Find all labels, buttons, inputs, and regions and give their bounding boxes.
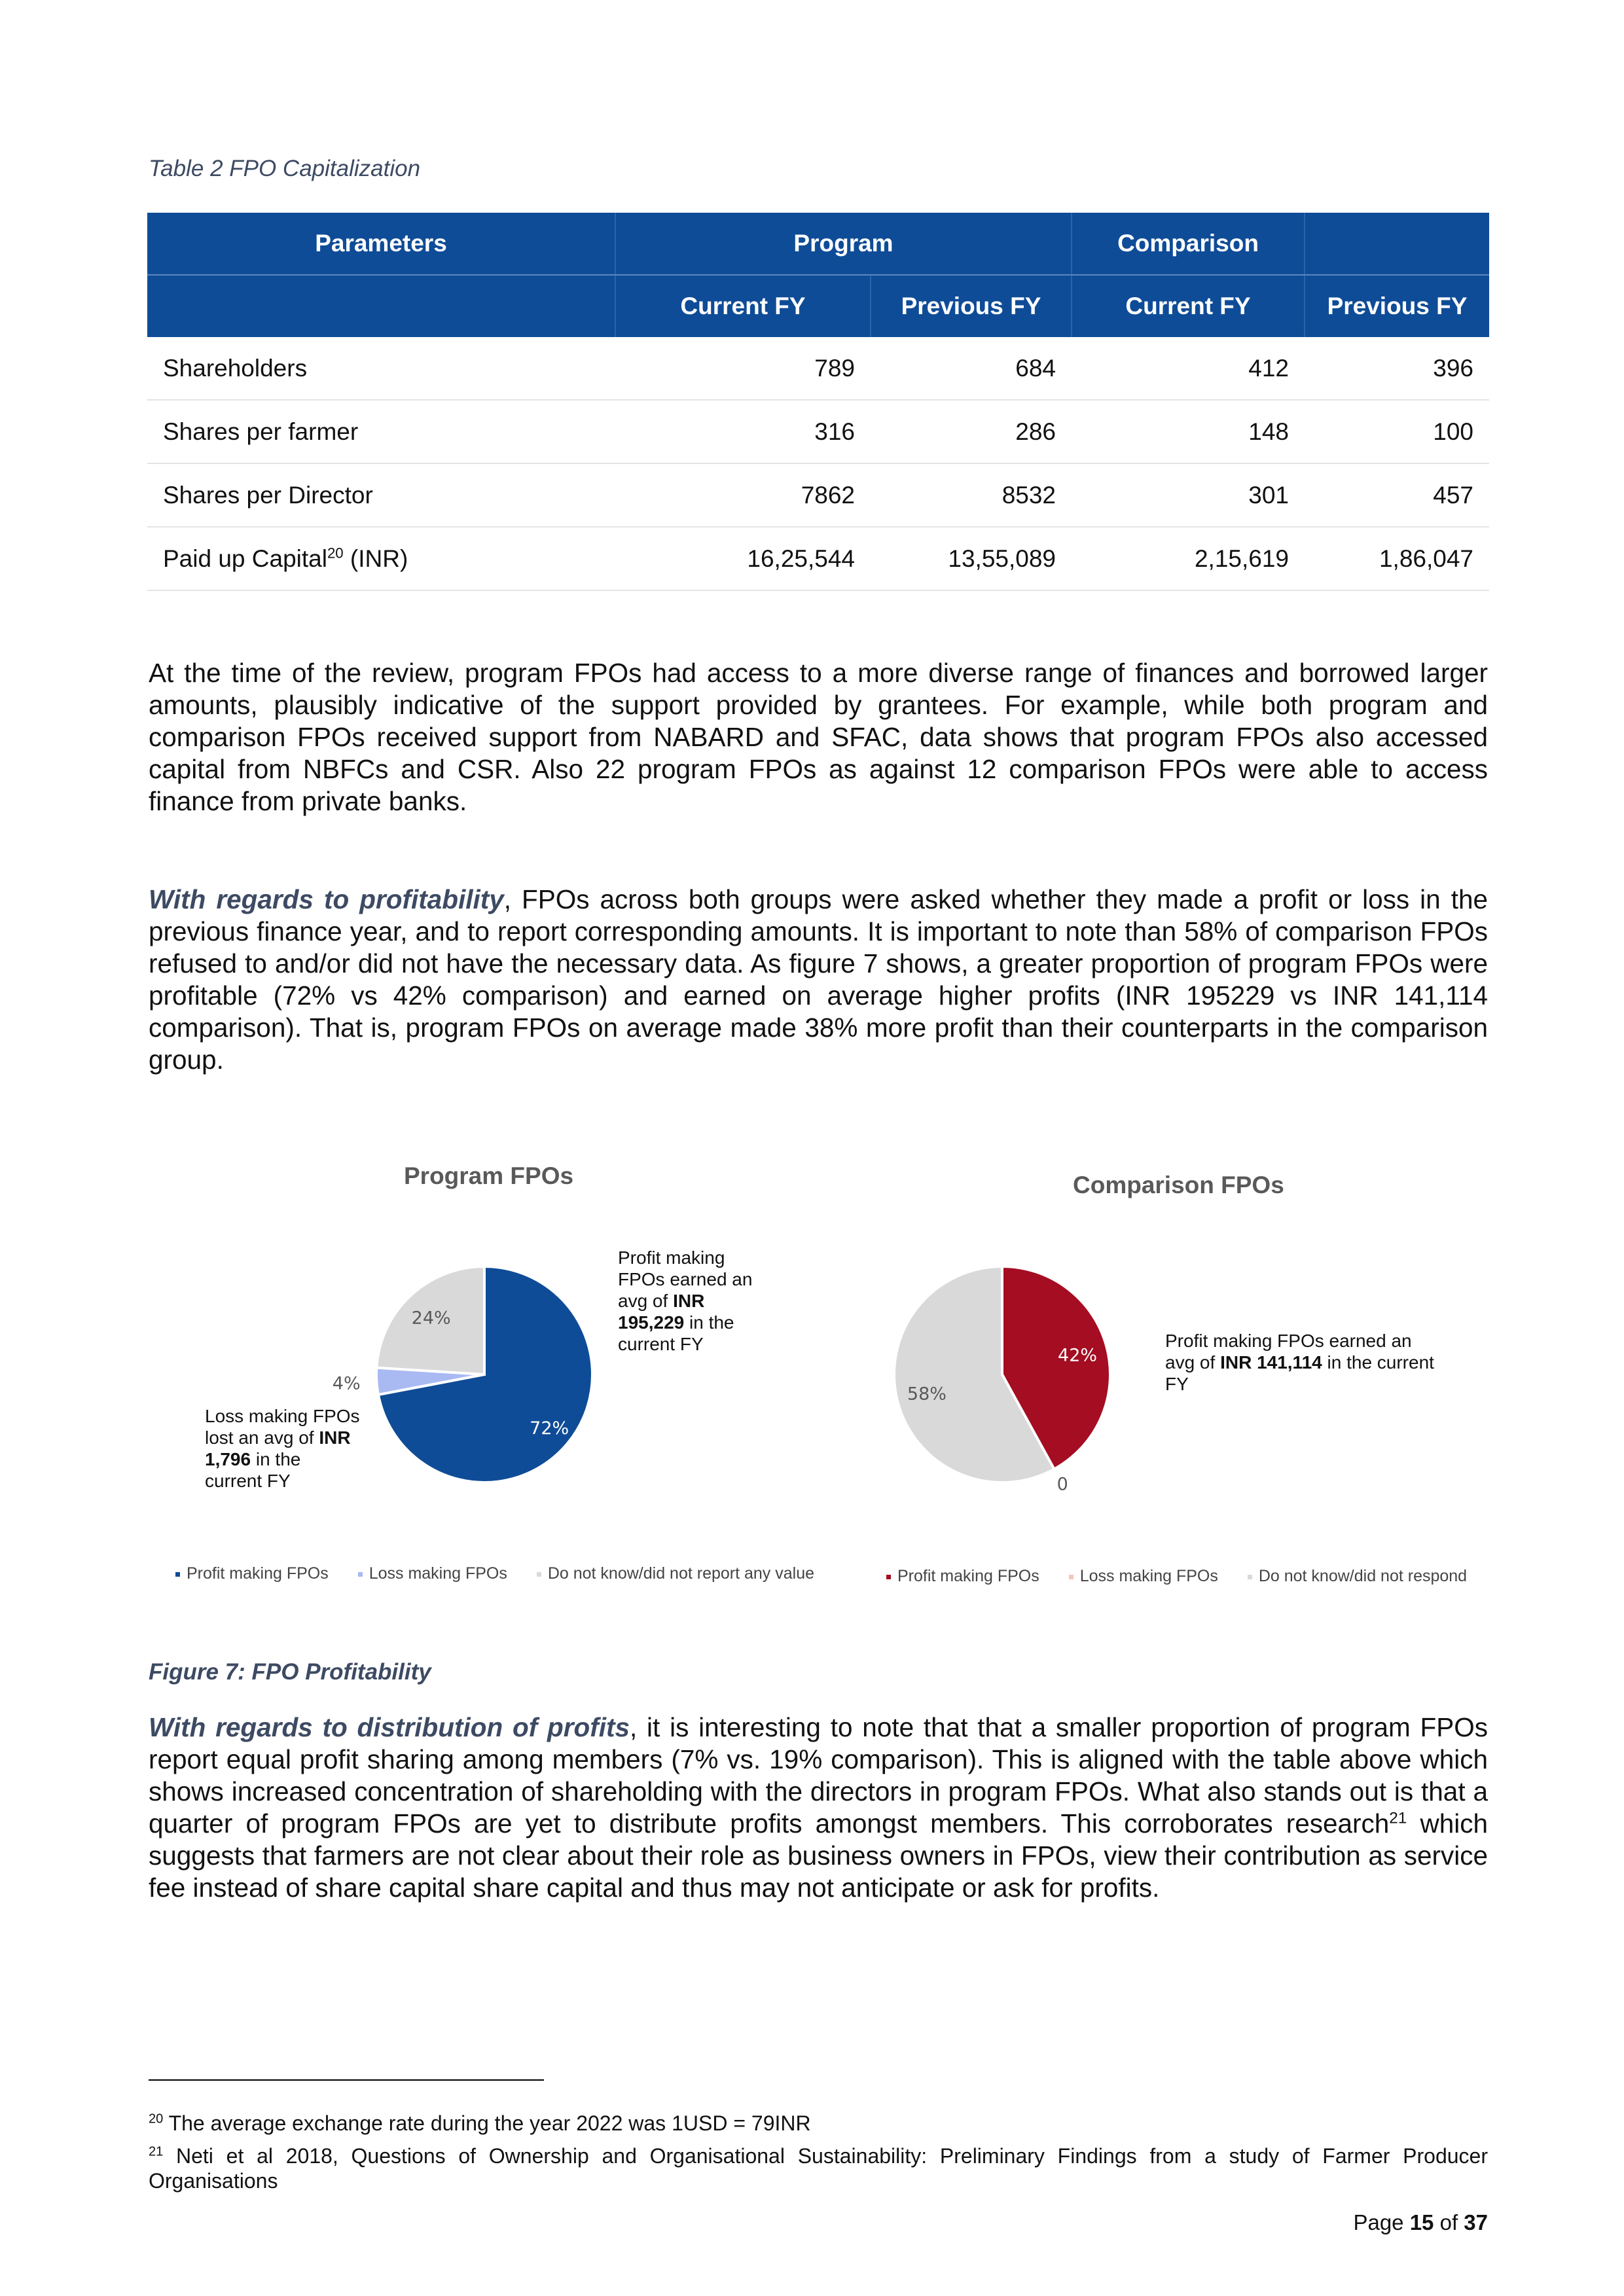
paragraph-profit-distribution: With regards to distribution of profits, it is interesting to note that that a smaller proportion of program FPOs report equal profit sharing among members (7% vs. 19% comparison). This is aligned with the table above which shows increased concentration of shareholding with the directors in program FPOs. What also stands out is that a quarter of program FPOs are yet to distribute profits amongst members. This corroborates research$^{21}$ which suggests that farmers are not clear about their role as business owners in FPOs, view their contribution as service fee instead of share capital share capital and thus may not anticipate or ask for profits.	[149, 1712, 1488, 1903]
paragraph-finance-access: At the time of the review, program FPOs had access to a more diverse range of finances and borrowed larger amounts, plausibly indicative of the support provided by grantees. For example, while both program and comparison FPOs received support from NABARD and SFAC, data shows that program FPOs also accessed capital from NBFCs and CSR. Also 22 program FPOs as against 12 comparison FPOs were able to access finance from private banks.	[149, 658, 1488, 816]
legend-item: Loss making FPOs	[358, 1564, 507, 1583]
chart-title-comparison: Comparison FPOs	[1073, 1172, 1284, 1198]
header-program: Program	[615, 213, 1072, 275]
capitalization-table	[147, 213, 1489, 591]
subheader-comparison-previous: Previous FY	[1305, 275, 1489, 337]
pie-chart-program	[332, 1257, 602, 1492]
annotation-comparison-profit: Profit making FPOs earned an avg of INR 141,114 in the current FY	[1165, 1331, 1434, 1394]
legend-program	[175, 1564, 839, 1583]
footnote-ref-21: 21	[1389, 1809, 1407, 1827]
page-number: Page 15 of 37	[1353, 2210, 1488, 2234]
legend-swatch	[1069, 1575, 1074, 1579]
cell-program-previous: 13,55,089	[871, 527, 1072, 590]
header-blank	[1305, 213, 1489, 275]
paragraph-lead: With regards to distribution of profits	[149, 1712, 630, 1742]
legend-swatch	[537, 1572, 541, 1577]
footnote-21: $^{21}$ Neti et al 2018, Questions of Ownership and Organisational Sustainability: Preliminary Findings from a study of Farmer Producer Organisations	[149, 2144, 1488, 2193]
legend-swatch	[886, 1575, 891, 1579]
subheader-program-previous: Previous FY	[871, 275, 1072, 337]
cell-comparison-previous: 457	[1305, 463, 1489, 527]
cell-comparison-previous: 1,86,047	[1305, 527, 1489, 590]
cell-comparison-current: 148	[1072, 400, 1305, 463]
subheader-blank	[147, 275, 615, 337]
cell-comparison-previous: 100	[1305, 400, 1489, 463]
legend-swatch	[1248, 1575, 1252, 1579]
legend-item: Do not know/did not report any value	[537, 1564, 814, 1583]
pie-data-label: 4%	[332, 1373, 361, 1394]
subheader-program-current: Current FY	[615, 275, 871, 337]
row-label: Shares per farmer	[147, 400, 615, 463]
table-caption: Table 2 FPO Capitalization	[149, 156, 421, 181]
cell-program-current: 316	[615, 400, 871, 463]
table-row	[147, 527, 1489, 590]
table-subheader-row	[147, 275, 1489, 337]
legend-comparison	[886, 1567, 1492, 1586]
header-comparison: Comparison	[1072, 213, 1305, 275]
cell-program-previous: 286	[871, 400, 1072, 463]
legend-swatch	[358, 1572, 363, 1577]
legend-item: Profit making FPOs	[886, 1567, 1039, 1585]
figure-caption: Figure 7: FPO Profitability	[149, 1659, 431, 1685]
cell-program-current: 16,25,544	[615, 527, 871, 590]
paragraph-profitability: With regards to profitability, FPOs across both groups were asked whether they made a profit or loss in the previous finance year, and to report corresponding amounts. It is important to note than 58% of comparison FPOs refused to and/or did not have the necessary data. As figure 7 shows, a greater proportion of program FPOs were profitable (72% vs 42% comparison) and earned on average higher profits (INR 195229 vs INR 141,114 comparison). That is, program FPOs on average made 38% more profit than their counterparts in the comparison group.	[149, 884, 1488, 1075]
pie-chart-comparison	[884, 1257, 1120, 1495]
footnote-divider	[149, 2079, 544, 2081]
table-row	[147, 337, 1489, 400]
pie-data-label: 72%	[530, 1418, 569, 1439]
cell-program-previous: 8532	[871, 463, 1072, 527]
table-row	[147, 463, 1489, 527]
row-label: Shares per Director	[147, 463, 615, 527]
chart-title-program: Program FPOs	[404, 1162, 574, 1189]
cell-comparison-previous: 396	[1305, 337, 1489, 400]
table-row	[147, 400, 1489, 463]
pie-data-label: 42%	[1058, 1345, 1098, 1366]
annotation-program-profit: Profit making FPOs earned an avg of INR 195,229 in the current FY	[618, 1247, 753, 1354]
row-label: Paid up Capital$^{20}$ (INR)	[147, 527, 615, 590]
footnote-20: $^{20}$ The average exchange rate during the year 2022 was 1USD = 79INR	[149, 2111, 811, 2135]
cell-program-current: 7862	[615, 463, 871, 527]
header-parameters: Parameters	[147, 213, 615, 275]
pie-data-label: 0	[1056, 1474, 1068, 1495]
pie-data-label: 58%	[907, 1384, 947, 1405]
row-label: Shareholders	[147, 337, 615, 400]
legend-item: Loss making FPOs	[1069, 1567, 1218, 1585]
cell-program-previous: 684	[871, 337, 1072, 400]
legend-item: Profit making FPOs	[175, 1564, 329, 1583]
legend-item: Do not know/did not respond	[1248, 1567, 1467, 1585]
footnote-ref-20: 20	[327, 545, 344, 562]
cell-comparison-current: 412	[1072, 337, 1305, 400]
paragraph-lead: With regards to profitability	[149, 884, 504, 914]
pie-data-label: 24%	[411, 1308, 451, 1329]
table-header-row	[147, 213, 1489, 275]
cell-program-current: 789	[615, 337, 871, 400]
annotation-program-loss: Loss making FPOs lost an avg of INR 1,796 in the current FY	[205, 1406, 360, 1491]
cell-comparison-current: 301	[1072, 463, 1305, 527]
legend-swatch	[175, 1572, 180, 1577]
cell-comparison-current: 2,15,619	[1072, 527, 1305, 590]
subheader-comparison-current: Current FY	[1072, 275, 1305, 337]
